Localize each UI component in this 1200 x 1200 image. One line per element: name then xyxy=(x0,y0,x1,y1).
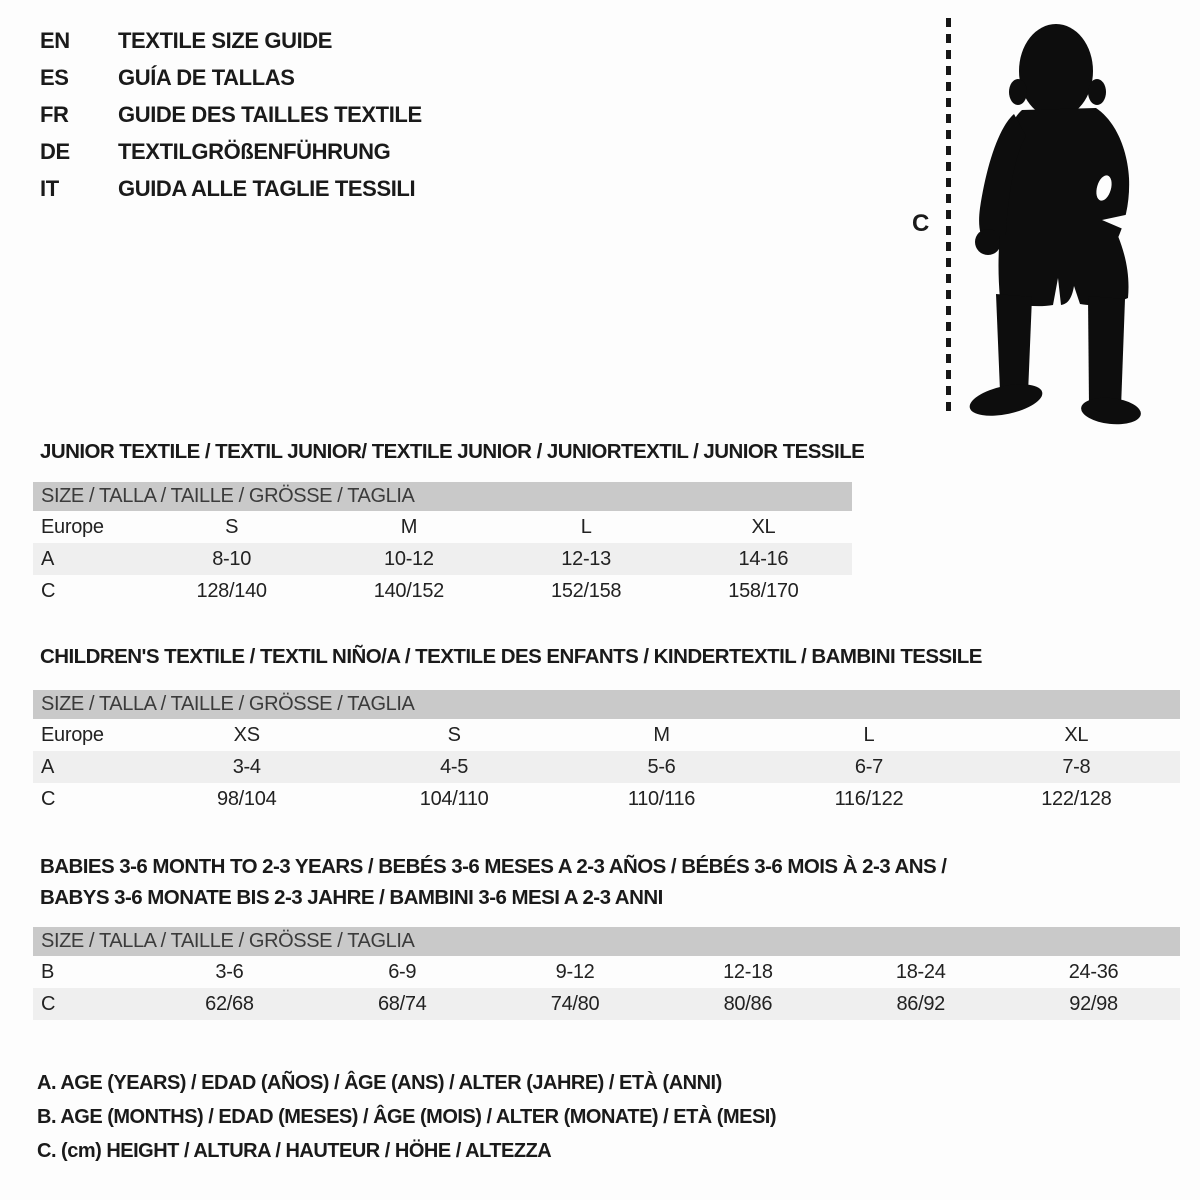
legend-line: A. AGE (YEARS) / EDAD (AÑOS) / ÂGE (ANS) / ALTER (JAHRE) / ETÀ (ANNI) xyxy=(37,1072,722,1094)
table-cell: 122/128 xyxy=(1041,787,1112,810)
table-cell: 4-5 xyxy=(440,755,469,778)
table-cell: M xyxy=(653,723,670,746)
table-cell: L xyxy=(863,723,875,746)
size-header-junior: SIZE / TALLA / TAILLE / GRÖSSE / TAGLIA xyxy=(33,482,852,511)
table-cell: 80/86 xyxy=(723,992,773,1015)
language-row xyxy=(40,22,422,59)
table-cell: S xyxy=(447,723,461,746)
table-cell: 104/110 xyxy=(419,787,489,810)
size-header-children: SIZE / TALLA / TAILLE / GRÖSSE / TAGLIA xyxy=(33,690,1180,719)
table-cell: 12-13 xyxy=(561,547,611,570)
table-cell: 128/140 xyxy=(196,579,267,602)
language-list xyxy=(40,22,422,207)
table-cell: 24-36 xyxy=(1068,960,1119,983)
table-row xyxy=(33,783,1180,815)
table-cell: 110/116 xyxy=(627,787,696,810)
table-row xyxy=(33,575,852,607)
table-row xyxy=(33,751,1180,783)
language-label: GUÍA DE TALLAS xyxy=(118,64,295,90)
section-title-junior: JUNIOR TEXTILE / TEXTIL JUNIOR/ TEXTILE JUNIOR / JUNIORTEXTIL / JUNIOR TESSILE xyxy=(40,440,865,463)
table-cell: 3-6 xyxy=(215,960,244,983)
size-table-babies xyxy=(33,956,1180,1020)
row-label: A xyxy=(41,755,55,778)
language-code: EN xyxy=(40,27,70,53)
row-label: Europe xyxy=(41,723,104,746)
language-label: TEXTILE SIZE GUIDE xyxy=(118,27,333,53)
table-cell: 8-10 xyxy=(212,547,252,570)
table-cell: XL xyxy=(1064,723,1089,746)
language-row xyxy=(40,59,422,96)
section-title-babies: BABIES 3-6 MONTH TO 2-3 YEARS / BEBÉS 3-6 MESES A 2-3 AÑOS / BÉBÉS 3-6 MOIS À 2-3 ANS / BABYS 3-6 MONATE BIS 2-3 JAHRE / BAMBINI 3-6 MESI A 2-3 ANNI xyxy=(40,855,947,909)
table-cell: 7-8 xyxy=(1062,755,1091,778)
table-cell: M xyxy=(400,515,418,538)
table-cell: L xyxy=(580,515,592,538)
size-table-junior xyxy=(33,511,852,607)
size-header-babies: SIZE / TALLA / TAILLE / GRÖSSE / TAGLIA xyxy=(33,927,1180,956)
language-label: GUIDE DES TAILLES TEXTILE xyxy=(118,101,422,127)
language-code: DE xyxy=(40,138,70,164)
measurement-legend xyxy=(37,1066,776,1168)
height-measure-dashed-line xyxy=(946,18,951,416)
legend-line: B. AGE (MONTHS) / EDAD (MESES) / ÂGE (MOIS) / ALTER (MONATE) / ETÀ (MESI) xyxy=(37,1106,777,1128)
row-label: C xyxy=(41,992,56,1015)
language-row xyxy=(40,170,422,207)
language-code: ES xyxy=(40,64,69,90)
size-table-children xyxy=(33,719,1180,815)
table-cell: XS xyxy=(233,723,260,746)
table-cell: 116/122 xyxy=(834,787,904,810)
table-row xyxy=(33,719,1180,751)
table-cell: 18-24 xyxy=(895,960,946,983)
table-cell: 140/152 xyxy=(373,579,444,602)
language-code: IT xyxy=(40,175,59,201)
table-cell: 62/68 xyxy=(205,992,254,1015)
table-cell: 3-4 xyxy=(232,755,261,778)
row-label: A xyxy=(41,547,55,570)
table-cell: 98/104 xyxy=(217,787,277,810)
table-cell: 6-7 xyxy=(854,755,883,778)
table-row xyxy=(33,956,1180,988)
table-cell: 68/74 xyxy=(377,992,427,1015)
table-cell: 5-6 xyxy=(647,755,676,778)
table-cell: 12-18 xyxy=(723,960,773,983)
table-row xyxy=(33,543,852,575)
table-cell: XL xyxy=(751,515,776,538)
table-cell: 86/92 xyxy=(896,992,945,1015)
row-label: Europe xyxy=(41,515,104,538)
table-cell: S xyxy=(225,515,239,538)
table-cell: 158/170 xyxy=(728,579,799,602)
section-title-children: CHILDREN'S TEXTILE / TEXTIL NIÑO/A / TEXTILE DES ENFANTS / KINDERTEXTIL / BAMBINI TESSILE xyxy=(40,645,982,668)
toddler-silhouette-icon xyxy=(956,8,1151,426)
table-cell: 74/80 xyxy=(550,992,600,1015)
table-cell: 10-12 xyxy=(384,547,434,570)
language-label: GUIDA ALLE TAGLIE TESSILI xyxy=(118,175,416,201)
table-cell: 6-9 xyxy=(388,960,417,983)
language-label: TEXTILGRÖßENFÜHRUNG xyxy=(118,138,391,164)
table-cell: 9-12 xyxy=(555,960,595,983)
height-measure-label: C xyxy=(912,210,930,237)
table-cell: 92/98 xyxy=(1069,992,1118,1015)
table-row xyxy=(33,988,1180,1020)
row-label: B xyxy=(41,960,55,983)
language-row xyxy=(40,96,422,133)
legend-line: C. (cm) HEIGHT / ALTURA / HAUTEUR / HÖHE / ALTEZZA xyxy=(37,1140,552,1162)
table-cell: 14-16 xyxy=(738,547,789,570)
language-code: FR xyxy=(40,101,69,127)
table-row xyxy=(33,511,852,543)
table-cell: 152/158 xyxy=(551,579,622,602)
row-label: C xyxy=(41,787,56,810)
row-label: C xyxy=(41,579,56,602)
language-row xyxy=(40,133,422,170)
